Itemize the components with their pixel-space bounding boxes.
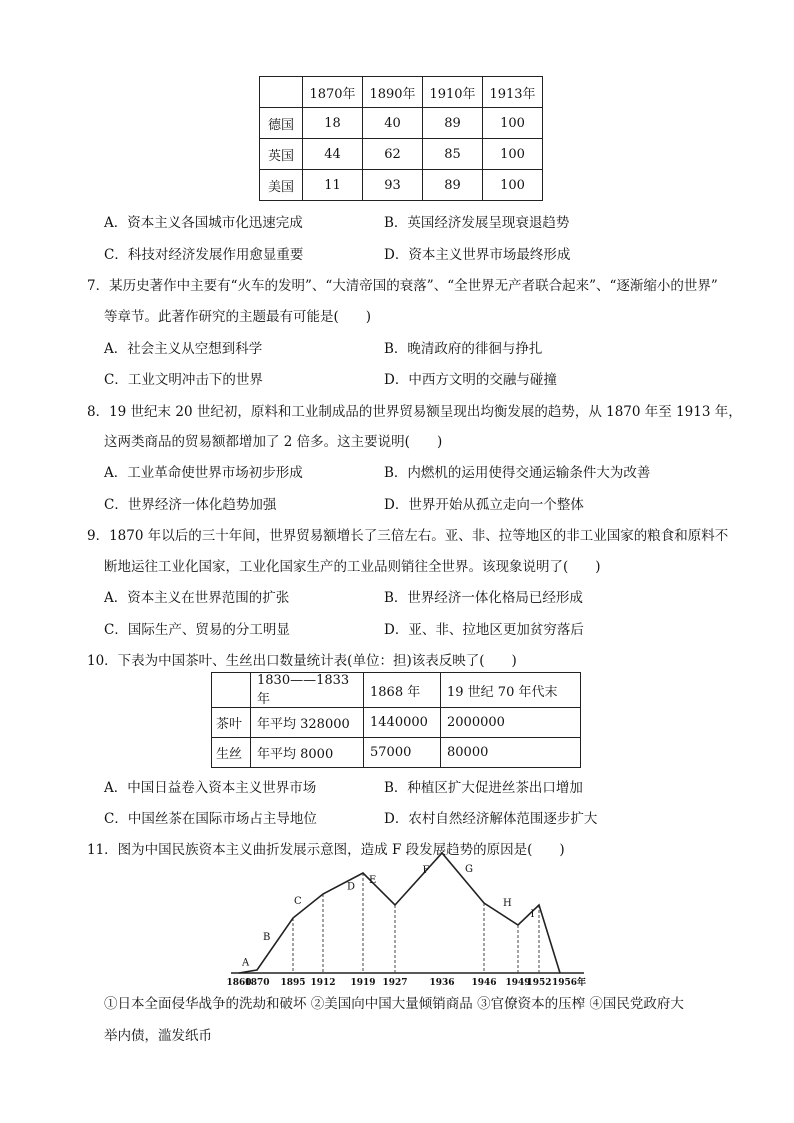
q6-option-c: C．科技对经济发展作用愈显重要 [104, 247, 304, 263]
q9-option-a: A．资本主义在世界范围的扩张 [104, 590, 290, 606]
q10-option-c: C．中国丝茶在国际市场占主导地位 [104, 811, 317, 827]
q9-option-b: B．世界经济一体化格局已经形成 [384, 590, 583, 606]
x-tick-label: 1870 [244, 978, 270, 988]
table-cell: 89 [423, 170, 483, 201]
q11-statements-line1: ①日本全面侵华战争的洗劫和破坏 ②美国向中国大量倾销商品 ③官僚资本的压榨 ④国民党政府大 [104, 996, 684, 1012]
q7-option-a: A．社会主义从空想到科学 [104, 341, 263, 357]
segment-label-F: F [422, 865, 430, 876]
x-tick-label: 1946 [471, 978, 497, 988]
table-row [260, 139, 543, 170]
table-row [212, 738, 581, 768]
q10-stem: 10．下表为中国茶叶、生丝出口数量统计表(单位：担)该表反映了( ) [87, 653, 517, 669]
row-label-cell: 茶叶 [212, 708, 251, 738]
row-label-cell: 德国 [260, 108, 303, 139]
x-tick-label: 1895 [280, 978, 306, 988]
row-label-cell: 美国 [260, 170, 303, 201]
table-header-row [212, 673, 581, 708]
table-row [260, 170, 543, 201]
table-header-cell: 1830——1833 年 [251, 673, 364, 708]
q8-stem-line2: 这两类商品的贸易额都增加了 2 倍多。这主要说明( ) [104, 434, 443, 450]
table-header-cell: 1868 年 [364, 673, 441, 708]
table-cell: 2000000 [441, 708, 581, 738]
q7-stem-line1: 7．某历史著作中主要有“火车的发明”、“大清帝国的衰落”、“全世界无产者联合起来”、“逐渐缩小的世界” [87, 278, 718, 294]
x-tick-label: 1927 [382, 978, 408, 988]
table-header-cell: 1910年 [423, 77, 483, 108]
table-cell: 40 [363, 108, 423, 139]
segment-label-I: I [530, 909, 535, 920]
table-header-row [260, 77, 543, 108]
q7-stem-line2: 等章节。此著作研究的主题最有可能是( ) [104, 309, 372, 325]
x-tick-label: 1956年 [552, 978, 587, 988]
segment-label-G: G [465, 864, 473, 875]
table-header-cell: 1890年 [363, 77, 423, 108]
table-header-cell: 19 世纪 70 年代末 [441, 673, 581, 708]
table-header-cell: 1913年 [483, 77, 543, 108]
segment-label-E: E [369, 875, 377, 886]
q10-option-d: D．农村自然经济解体范围逐步扩大 [384, 811, 598, 827]
row-label-cell: 生丝 [212, 738, 251, 768]
development-line [239, 853, 560, 973]
q8-option-a: A．工业革命使世界市场初步形成 [104, 465, 303, 481]
q9-stem-line2: 断地运往工业化国家，工业化国家生产的工业品则销往全世界。该现象说明了( ) [104, 559, 601, 575]
q9-option-d: D．亚、非、拉地区更加贫穷落后 [384, 622, 584, 638]
table-cell: 1440000 [364, 708, 441, 738]
table-cell: 年平均 8000 [251, 738, 364, 768]
q8-stem-line1: 8．19 世纪末 20 世纪初，原料和工业制成品的世界贸易额呈现出均衡发展的趋势，从 1870 年至 1913 年， [87, 404, 742, 420]
table-cell: 57000 [364, 738, 441, 768]
segment-label-H: H [503, 898, 512, 909]
table-cell: 18 [303, 108, 363, 139]
x-tick-label: 1936 [429, 978, 455, 988]
table-cell: 62 [363, 139, 423, 170]
x-tick-label: 1860 [226, 978, 252, 988]
q10-option-b: B．种植区扩大促进丝茶出口增加 [384, 780, 583, 796]
q9-stem-line1: 9．1870 年以后的三十年间，世界贸易额增长了三倍左右。亚、非、拉等地区的非工业国家的粮食和原料不 [87, 528, 729, 544]
table-cell [260, 77, 303, 108]
x-tick-label: 1949 [505, 978, 531, 988]
table-cell: 85 [423, 139, 483, 170]
row-label-cell: 英国 [260, 139, 303, 170]
q8-option-d: D．世界开始从孤立走向一个整体 [384, 497, 584, 513]
q7-option-c: C．工业文明冲击下的世界 [104, 372, 263, 388]
q6-option-b: B．英国经济发展呈现衰退趋势 [384, 215, 570, 231]
q7-option-b: B．晚清政府的徘徊与挣扎 [384, 341, 543, 357]
segment-label-B: B [263, 932, 271, 943]
table-header-cell: 1870年 [303, 77, 363, 108]
q6-option-a: A．资本主义各国城市化迅速完成 [104, 215, 303, 231]
q7-option-d: D．中西方文明的交融与碰撞 [384, 372, 557, 388]
table-row [260, 108, 543, 139]
table-cell: 80000 [441, 738, 581, 768]
tea-silk-table [211, 672, 581, 768]
table-cell: 100 [483, 108, 543, 139]
q8-option-c: C．世界经济一体化趋势加强 [104, 497, 277, 513]
table-cell: 11 [303, 170, 363, 201]
capitalism-development-chart [226, 862, 594, 988]
q10-option-a: A．中国日益卷入资本主义世界市场 [104, 780, 317, 796]
table-cell: 100 [483, 170, 543, 201]
table-cell: 100 [483, 139, 543, 170]
segment-label-D: D [347, 881, 356, 893]
q11-stem: 11．图为中国民族资本主义曲折发展示意图，造成 F 段发展趋势的原因是( ) [87, 842, 565, 858]
growth-table [259, 76, 543, 201]
table-cell: 44 [303, 139, 363, 170]
segment-label-A: A [242, 957, 250, 969]
q8-option-b: B．内燃机的运用使得交通运输条件大为改善 [384, 465, 651, 481]
x-tick-label: 1919 [350, 978, 376, 988]
q6-option-d: D．资本主义世界市场最终形成 [384, 247, 571, 263]
table-cell: 89 [423, 108, 483, 139]
q11-statements-line2: 举内债，滥发纸币 [104, 1028, 212, 1044]
x-tick-label: 1912 [310, 978, 336, 988]
q9-option-c: C．国际生产、贸易的分工明显 [104, 622, 290, 638]
table-cell: 93 [363, 170, 423, 201]
table-cell [212, 673, 251, 708]
table-row [212, 708, 581, 738]
table-cell: 年平均 328000 [251, 708, 364, 738]
x-tick-label: 1952 [526, 978, 552, 988]
segment-label-C: C [294, 896, 302, 907]
